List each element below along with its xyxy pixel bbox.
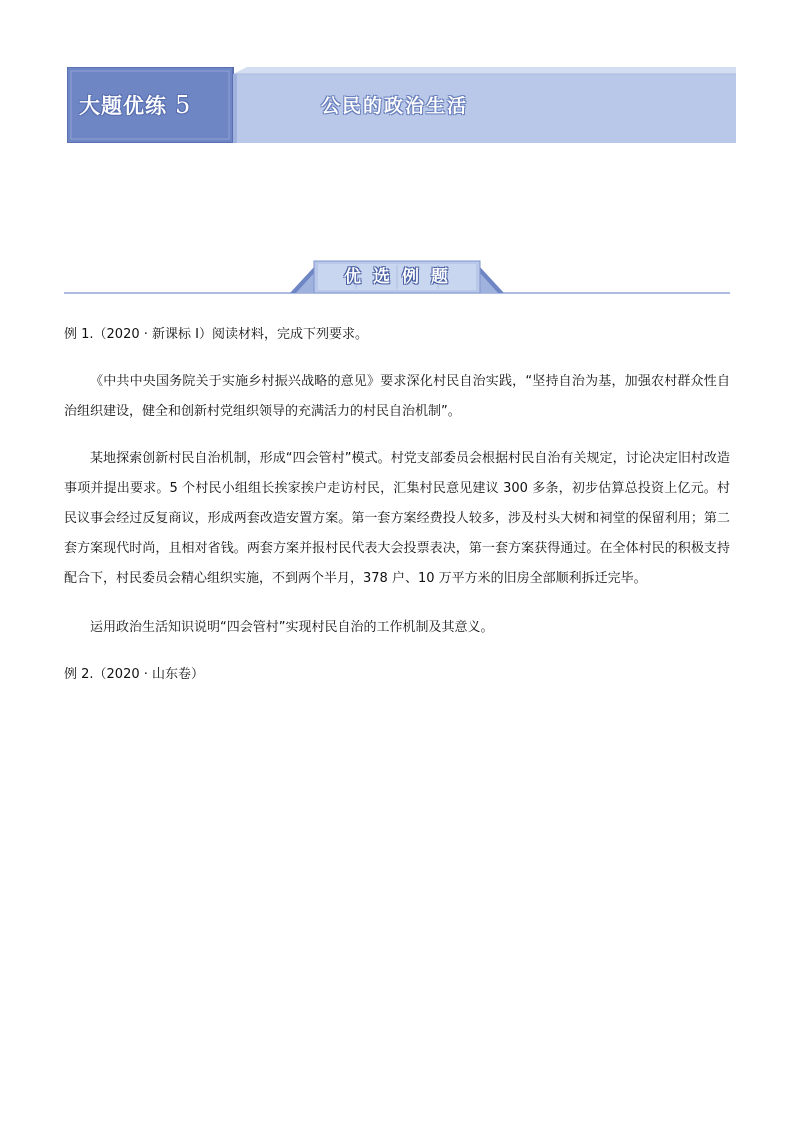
- example-1-paragraph-1: 《中共中央国务院关于实施乡村振兴战略的意见》要求深化村民自治实践，“坚持自治为基，加强农村群众性自治组织建设，健全和创新村党组织领导的充满活力的村民自治机制”。: [64, 374, 730, 419]
- header-banner: [67, 67, 736, 143]
- example-1-header: 例 1.（2020 · 新课标 I）阅读材料，完成下列要求。: [64, 327, 368, 342]
- banner-label-text: 大题优练: [79, 94, 167, 118]
- document-body: [64, 320, 730, 690]
- example-1-question: 运用政治生活知识说明“四会管村”实现村民自治的工作机制及其意义。: [90, 620, 494, 635]
- section-divider: [64, 255, 730, 297]
- example-2-header: 例 2.（2020 · 山东卷）: [64, 667, 205, 682]
- section-title: 优选例题: [344, 267, 460, 287]
- page-title: 公民的政治生活: [321, 95, 469, 117]
- banner-label: [79, 87, 191, 123]
- example-1-paragraph-2: 某地探索创新村民自治机制，形成“四会管村”模式。村党支部委员会根据村民自治有关规定，讨论决定旧村改造事项并提出要求。5 个村民小组组长挨家挨户走访村民，汇集村民意见建议 300 多条，初步估算总投资上亿元。村民议事会经过反复商议，形成两套改造安置方案。第一套方案经费投人较多，涉及村头大树和祠堂的保留利用；第二套方案现代时尚，且相对省钱。两套方案并报村民代表大会投票表决，第一套方案获得通过。在全体村民的积极支持配合下，村民委员会精心组织实施，不到两个半月，378 户、10 万平方米的旧房全部顺利拆迁完毕。: [64, 451, 730, 586]
- banner-number: 5: [175, 91, 192, 119]
